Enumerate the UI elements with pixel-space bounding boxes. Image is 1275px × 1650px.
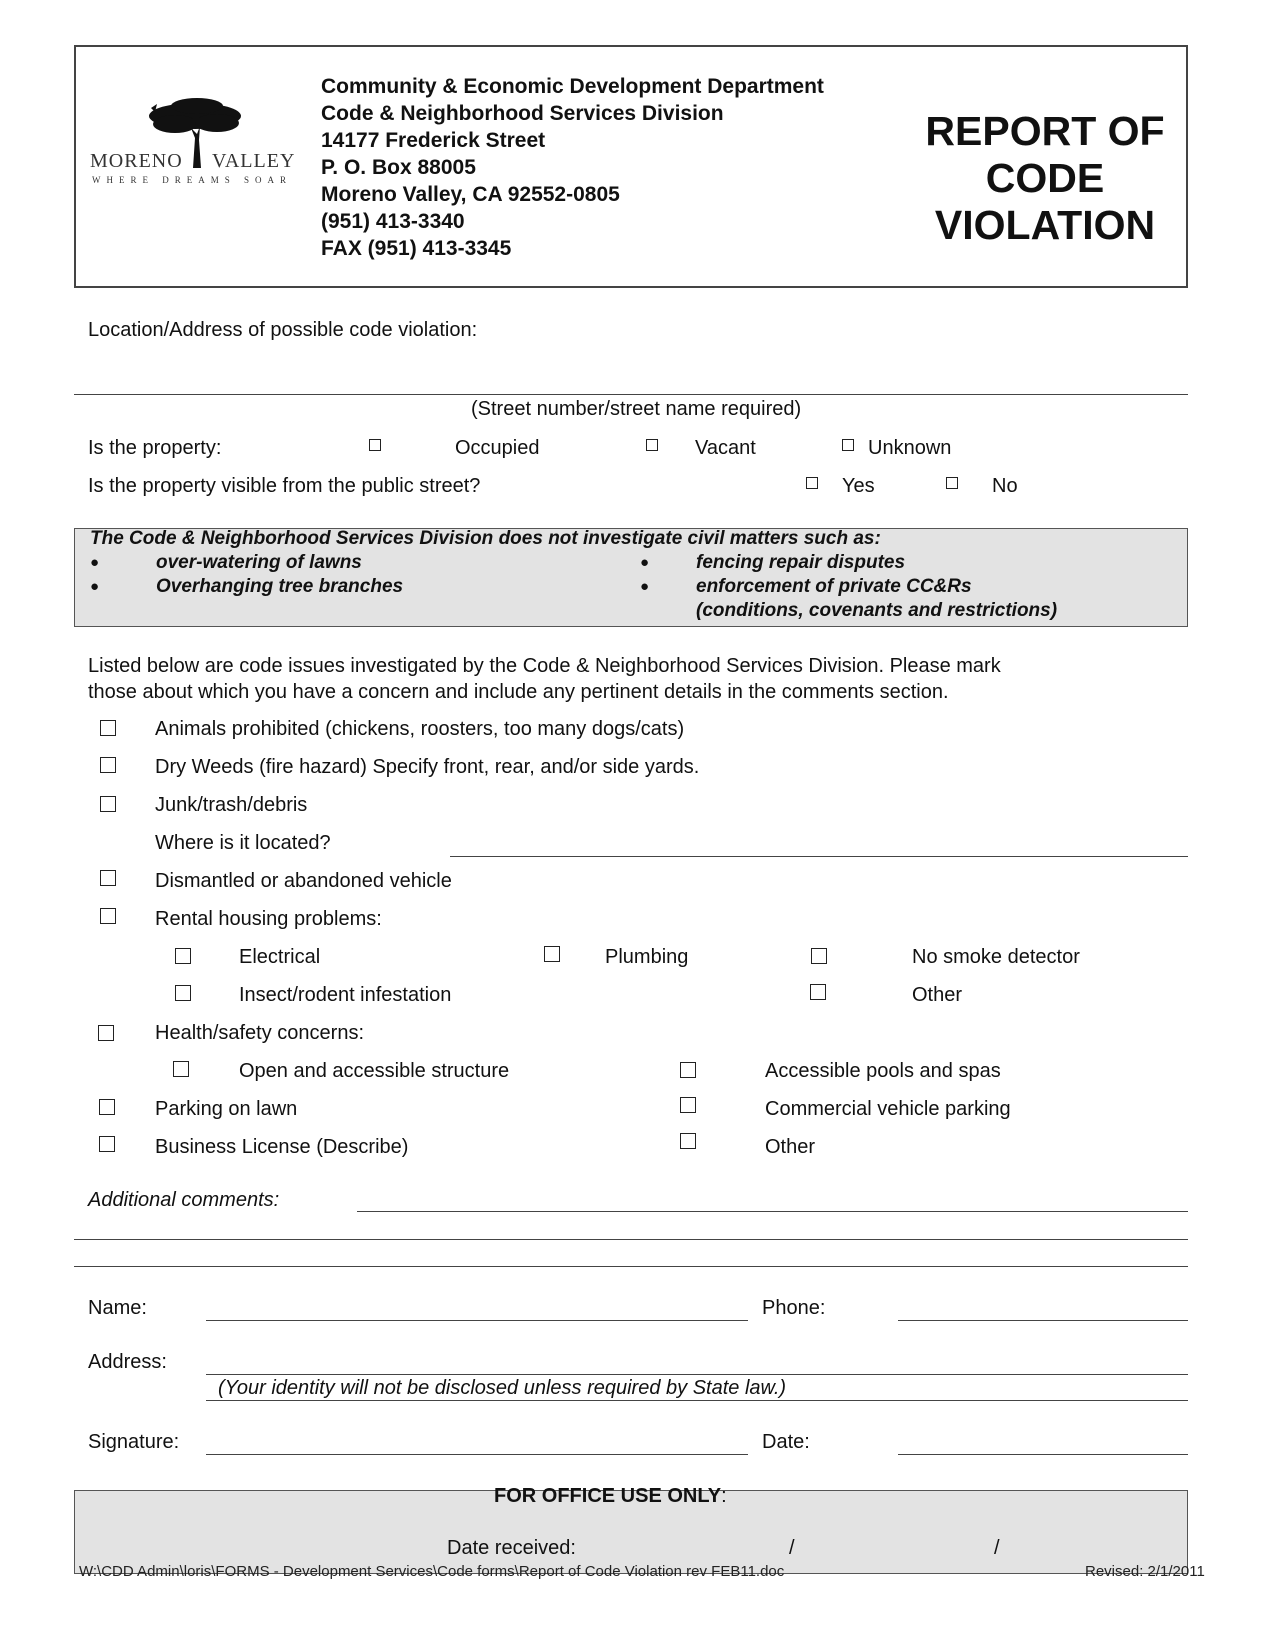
location-input-line[interactable]: [74, 394, 1188, 395]
smoke-detector-checkbox[interactable]: [811, 948, 827, 964]
department-line: Code & Neighborhood Services Division: [321, 102, 724, 125]
parking-lawn-checkbox[interactable]: [99, 1099, 115, 1115]
name-input-line[interactable]: [206, 1320, 748, 1321]
electrical-label: Electrical: [239, 946, 321, 968]
junk-location-label: Where is it located?: [155, 832, 331, 854]
health-label: Health/safety concerns:: [155, 1022, 364, 1044]
name-label: Name:: [88, 1297, 147, 1319]
civil-item: enforcement of private CC&Rs: [696, 576, 972, 597]
logo-tagline: WHERE DREAMS SOAR: [92, 175, 293, 185]
vacant-label: Vacant: [695, 437, 756, 459]
rental-label: Rental housing problems:: [155, 908, 382, 930]
instructions-line: Listed below are code issues investigated by the Code & Neighborhood Services Division. Please mark: [88, 655, 1001, 677]
business-license-label: Business License (Describe): [155, 1136, 409, 1158]
department-line: Community & Economic Development Department: [321, 75, 824, 98]
phone-label: Phone:: [762, 1297, 826, 1319]
location-label: Location/Address of possible code violation:: [88, 319, 478, 341]
civil-item: over-watering of lawns: [156, 552, 362, 573]
date-received-label: Date received:: [447, 1537, 576, 1559]
plumbing-checkbox[interactable]: [544, 946, 560, 962]
signature-input-line[interactable]: [206, 1454, 748, 1455]
open-structure-checkbox[interactable]: [173, 1061, 189, 1077]
bullet: ●: [90, 554, 100, 571]
parking-lawn-label: Parking on lawn: [155, 1098, 298, 1120]
yes-checkbox[interactable]: [806, 477, 818, 489]
vacant-checkbox[interactable]: [646, 439, 658, 451]
moreno-valley-logo: [90, 98, 300, 188]
rental-checkbox[interactable]: [100, 908, 116, 924]
title-line: REPORT OF: [925, 108, 1165, 154]
date-label: Date:: [762, 1431, 810, 1453]
department-line: (951) 413-3340: [321, 210, 465, 233]
insect-label: Insect/rodent infestation: [239, 984, 452, 1006]
address-input-line[interactable]: [206, 1374, 1188, 1375]
plumbing-label: Plumbing: [605, 946, 689, 968]
junk-checkbox[interactable]: [100, 796, 116, 812]
commercial-parking-label: Commercial vehicle parking: [765, 1098, 1011, 1120]
address-label: Address:: [88, 1351, 167, 1373]
title-line: VIOLATION: [934, 202, 1156, 248]
date-input-line[interactable]: [898, 1454, 1188, 1455]
animals-label: Animals prohibited (chickens, roosters, too many dogs/cats): [155, 718, 685, 740]
department-line: 14177 Frederick Street: [321, 129, 546, 152]
department-address: [321, 73, 824, 262]
civil-item-note: (conditions, covenants and restrictions): [696, 600, 1058, 621]
rental-other-label: Other: [912, 984, 963, 1006]
animals-checkbox[interactable]: [100, 720, 116, 736]
civil-item: fencing repair disputes: [696, 552, 906, 573]
comments-input-line[interactable]: [74, 1266, 1188, 1267]
business-license-checkbox[interactable]: [99, 1136, 115, 1152]
office-use-heading: [494, 1484, 727, 1508]
health-checkbox[interactable]: [98, 1025, 114, 1041]
insect-checkbox[interactable]: [175, 985, 191, 1001]
rental-other-checkbox[interactable]: [810, 984, 826, 1000]
department-line: Moreno Valley, CA 92552-0805: [321, 183, 620, 206]
bullet: ●: [90, 578, 100, 595]
form-title: [905, 108, 1185, 249]
no-label: No: [992, 475, 1018, 497]
dry-weeds-label: Dry Weeds (fire hazard) Specify front, rear, and/or side yards.: [155, 756, 700, 778]
location-hint: (Street number/street name required): [471, 398, 802, 420]
occupied-label: Occupied: [455, 437, 540, 459]
signature-label: Signature:: [88, 1431, 180, 1453]
civil-notice-heading: The Code & Neighborhood Services Division does not investigate civil matters such as:: [90, 528, 881, 549]
revised-date: Revised: 2/1/2011: [1085, 1563, 1205, 1580]
visibility-question: Is the property visible from the public street?: [88, 475, 481, 497]
dry-weeds-checkbox[interactable]: [100, 757, 116, 773]
pools-label: Accessible pools and spas: [765, 1060, 1001, 1082]
comments-input-line[interactable]: [357, 1211, 1188, 1212]
date-separator: /: [789, 1537, 795, 1559]
unknown-label: Unknown: [868, 437, 952, 459]
electrical-checkbox[interactable]: [175, 948, 191, 964]
office-use-heading-colon: :: [721, 1485, 727, 1507]
property-status-question: Is the property:: [88, 437, 222, 459]
department-line: P. O. Box 88005: [321, 156, 476, 179]
no-checkbox[interactable]: [946, 477, 958, 489]
bullet: ●: [640, 554, 650, 571]
department-line: FAX (951) 413-3345: [321, 237, 512, 260]
bullet: ●: [640, 578, 650, 595]
logo-name-left: MORENO: [90, 150, 183, 172]
file-path: W:\CDD Admin\loris\FORMS - Development Services\Code forms\Report of Code Violation rev FEB11.doc: [79, 1563, 785, 1580]
civil-item: Overhanging tree branches: [156, 576, 404, 597]
privacy-note: (Your identity will not be disclosed unless required by State law.): [218, 1377, 787, 1399]
open-structure-label: Open and accessible structure: [239, 1060, 510, 1082]
junk-location-input-line[interactable]: [450, 856, 1188, 857]
junk-label: Junk/trash/debris: [155, 794, 308, 816]
logo-name-right: VALLEY: [212, 150, 296, 172]
address-input-line[interactable]: [206, 1400, 1188, 1401]
smoke-detector-label: No smoke detector: [912, 946, 1080, 968]
pools-checkbox[interactable]: [680, 1062, 696, 1078]
unknown-checkbox[interactable]: [842, 439, 854, 451]
occupied-checkbox[interactable]: [369, 439, 381, 451]
vehicle-label: Dismantled or abandoned vehicle: [155, 870, 452, 892]
title-line: CODE: [985, 155, 1105, 201]
vehicle-checkbox[interactable]: [100, 870, 116, 886]
yes-label: Yes: [842, 475, 875, 497]
comments-input-line[interactable]: [74, 1239, 1188, 1240]
date-separator: /: [994, 1537, 1000, 1559]
comments-label: Additional comments:: [88, 1189, 280, 1211]
phone-input-line[interactable]: [898, 1320, 1188, 1321]
other-label: Other: [765, 1136, 816, 1158]
commercial-parking-checkbox[interactable]: [680, 1097, 696, 1113]
office-use-heading-text: FOR OFFICE USE ONLY: [494, 1485, 722, 1507]
instructions-line: those about which you have a concern and include any pertinent details in the comments section.: [88, 681, 949, 703]
other-checkbox[interactable]: [680, 1133, 696, 1149]
